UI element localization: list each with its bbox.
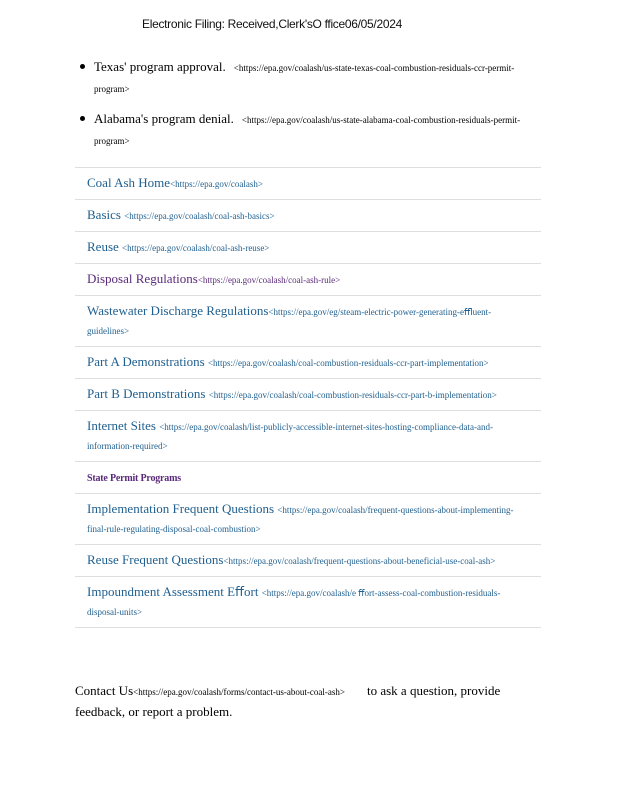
nav-item-coal-ash-home[interactable]	[75, 168, 541, 200]
list-item	[75, 57, 525, 99]
nav-item-reuse-faq[interactable]	[75, 545, 541, 577]
nav-item-wastewater-discharge[interactable]	[75, 296, 541, 347]
nav-item-state-permit-programs[interactable]	[75, 462, 541, 494]
bullet-url-link[interactable]: <https://epa.gov/coalash/us-state-alabama-coal-combustion-residuals-permit-program>	[94, 115, 521, 146]
nav-item-url: <https://epa.gov/coalash>	[170, 179, 263, 189]
nav-item-label: Wastewater Discharge Regulations	[87, 303, 269, 318]
nav-item-url: <https://epa.gov/coalash/coal-ash-reuse>	[122, 243, 270, 253]
nav-item-disposal-regulations[interactable]	[75, 264, 541, 296]
nav-item-label: Part A Demonstrations	[87, 354, 208, 369]
nav-item-part-a-demonstrations[interactable]	[75, 347, 541, 379]
nav-item-part-b-demonstrations[interactable]	[75, 379, 541, 411]
nav-item-label: State Permit Programs	[87, 473, 181, 484]
nav-item-url: <https://epa.gov/coalash/frequent-questions-about-implementing-final-rule-regulating-disposal-coal-combustion>	[87, 505, 514, 534]
contact-paragraph	[75, 681, 545, 721]
nav-item-url: <https://epa.gov/coalash/list-publicly-accessible-internet-sites-hosting-compliance-data-and-information-required>	[87, 422, 493, 451]
nav-item-url: <https://epa.gov/coalash/coal-combustion-residuals-ccr-part-b-implementation>	[208, 390, 497, 400]
contact-text: to ask a question, provide feedback, or report a problem.	[75, 683, 501, 719]
nav-item-label: Disposal Regulations	[87, 271, 198, 286]
nav-item-internet-sites[interactable]	[75, 411, 541, 462]
contact-url[interactable]: <https://epa.gov/coalash/forms/contact-us-about-coal-ash>	[133, 687, 345, 697]
coal-ash-nav	[75, 167, 541, 628]
nav-item-url: <https://epa.gov/coalash/e ﬀort-assess-coal-combustion-residuals-disposal-units>	[87, 588, 501, 617]
nav-item-url: <https://epa.gov/coalash/frequent-questions-about-beneficial-use-coal-ash>	[223, 556, 496, 566]
nav-item-label: Implementation Frequent Questions	[87, 501, 278, 516]
list-item	[75, 109, 525, 151]
nav-item-url: <https://epa.gov/coalash/coal-combustion-residuals-ccr-part-implementation>	[207, 358, 489, 368]
nav-item-label: Reuse Frequent Questions	[87, 552, 224, 567]
nav-item-url: <https://epa.gov/coalash/coal-ash-basics>	[124, 211, 275, 221]
bullet-title: Alabama's program denial.	[94, 111, 234, 126]
bullet-title: Texas' program approval.	[94, 59, 226, 74]
nav-item-label: Reuse	[87, 239, 123, 254]
program-bullet-list	[75, 57, 525, 161]
nav-item-implementation-faq[interactable]	[75, 494, 541, 545]
nav-item-label: Basics	[87, 207, 125, 222]
nav-item-reuse[interactable]	[75, 232, 541, 264]
nav-item-label: Coal Ash Home	[87, 175, 171, 190]
nav-item-label: Part B Demonstrations	[87, 386, 209, 401]
nav-item-basics[interactable]	[75, 200, 541, 232]
filing-stamp: Electronic Filing: Received,Clerk'sO ffice06/05/2024	[142, 17, 402, 31]
contact-us-link[interactable]: Contact Us	[75, 683, 134, 698]
nav-item-url: <https://epa.gov/eg/steam-electric-power-generating-eﬄuent-guidelines>	[87, 307, 492, 336]
nav-item-label: Internet Sites	[87, 418, 160, 433]
nav-item-url: <https://epa.gov/coalash/coal-ash-rule>	[197, 275, 341, 285]
nav-item-label: Impoundment Assessment Eﬀort	[87, 584, 262, 599]
bullet-url-link[interactable]: <https://epa.gov/coalash/us-state-texas-coal-combustion-residuals-ccr-permit-program>	[94, 63, 515, 94]
nav-item-impoundment-assessment[interactable]	[75, 577, 541, 628]
